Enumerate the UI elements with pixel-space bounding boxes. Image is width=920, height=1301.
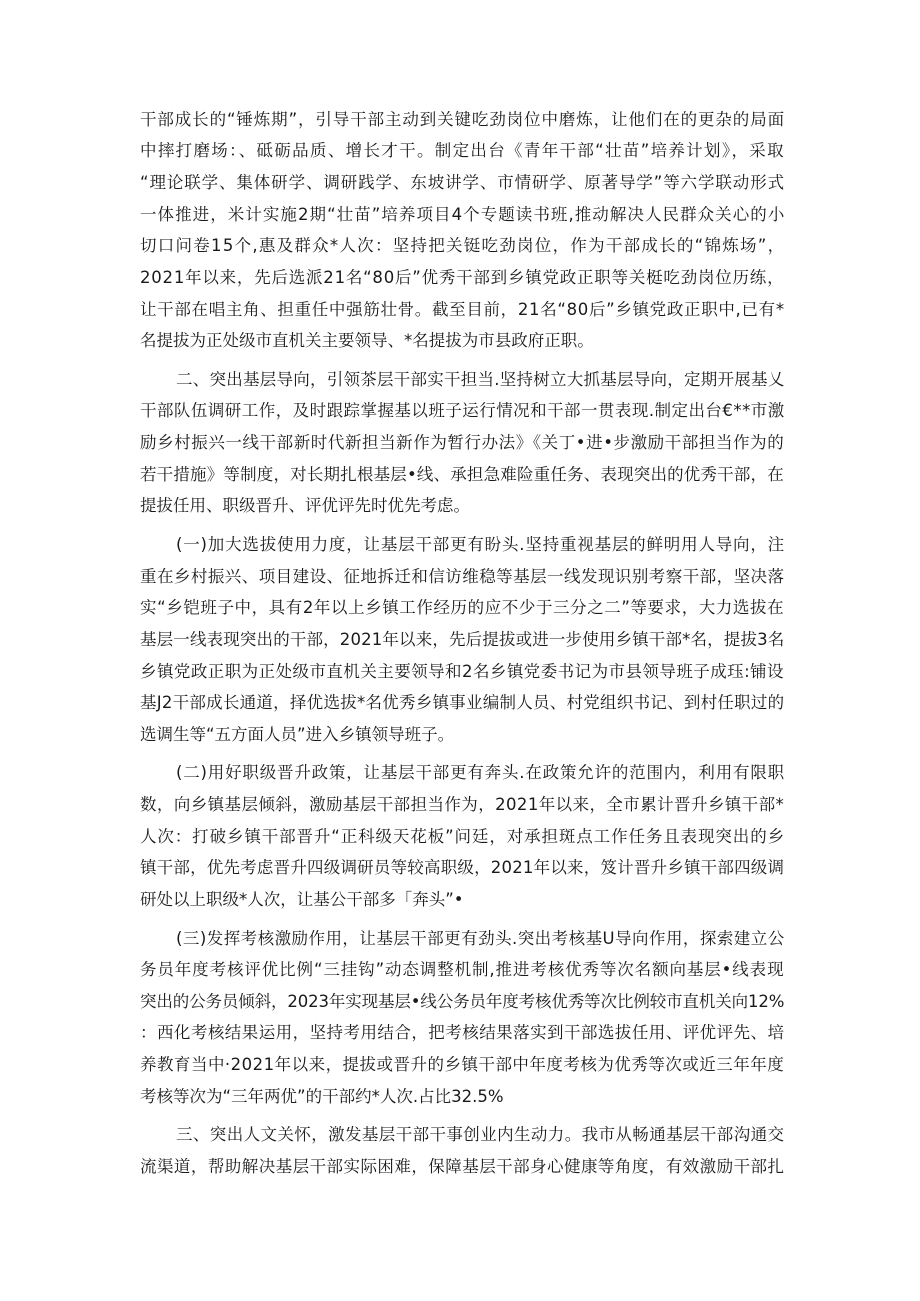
paragraph-line: 干部队伍调研工作，及时跟踪掌握基以班子运行情况和干部一贯表现.制定出台€**市激	[140, 401, 785, 420]
paragraph-line: 提拔任用、职级晋升、评优评先时优先考虑。	[140, 496, 470, 515]
paragraph-line: 人次：打破乡镇干部晋升“正科级天花板”问廷，对承担斑点工作任务且表现突出的乡	[140, 827, 785, 846]
paragraph-line: 重在乡村振兴、项目建设、征地拆迁和信访维稳等基层一线发现识别考察干部，坚决落	[140, 567, 785, 586]
paragraph-line: 数，向乡镇基层倾斜，激励基层干部担当作为，2021年以来，全市累计晋升乡镇干部*	[140, 795, 785, 814]
paragraph-line: 励乡村振兴一线干部新时代新担当新作为暂行办法》《关丁•进•步激励干部担当作为的	[140, 433, 785, 452]
paragraph-line: 若干措施》等制度，对长期扎根基层•线、承担急难险重任务、表现突出的优秀干部，在	[140, 465, 784, 484]
paragraph-line: 选调生等“五方面人员”进入乡镇领导班子。	[140, 725, 455, 744]
paragraph-line: 乡镇党政正职为正处级市直机关主要领导和2名乡镇党委书记为市县领导班子成珏:铺设	[140, 662, 785, 681]
paragraph-line: 务员年度考核评优比例“三挂钩”动态调整机制,推进考核优秀等次名额向基层•线表现	[140, 960, 785, 979]
paragraph-line: 流渠道，帮助解决基层干部实际困难，保障基层干部身心健康等角度，有效激励干部扎	[140, 1157, 785, 1176]
paragraph-line: 实“乡铠班子中，具有2年以上乡镇工作经历的应不少于三分之二”等要求，大力选拔在	[140, 598, 785, 617]
paragraph-first-line: (三)发挥考核激励作用，让基层干部更有劲头.突出考核基U导向作用，探索建立公	[176, 929, 785, 948]
paragraph-line: 干部成长的“锤炼期”，引导干部主动到关键吃劲岗位中磨炼，让他们在的更杂的局面	[140, 110, 785, 129]
paragraph-line: 考核等次为“三年两优”的干部约*人次.占比32.5%	[140, 1087, 504, 1106]
paragraph-first-line: (二)用好职级晋升政策，让基层干部更有奔头.在政策允许的范围内，利用有限职	[176, 763, 785, 782]
paragraph-line: 养教育当中·2021年以来，提拔或晋升的乡镇干部中年度考核为优秀等次或近三年年度	[140, 1055, 785, 1074]
paragraph-line: 突出的公务员倾斜，2023年实现基层•线公务员年度考核优秀等次比例较市直机关向12%	[140, 992, 785, 1011]
paragraph-line: 让干部在唱主角、担重任中强筋壮骨。截至目前，21名“80后”乡镇党政正职中,已有*	[140, 300, 785, 319]
paragraph-line: “理论联学、集体研学、调研践学、东坡讲学、市情研学、原著导学”等六学联动形式	[140, 173, 785, 192]
paragraph-line: ：西化考核结果运用，坚持考用结合，把考核结果落实到干部选拔任用、评优评先、培	[140, 1023, 785, 1042]
paragraph-first-line: 二、突出基层导向，引领茶层干部实干担当.坚持树立大抓基层导向，定期开展基乂	[176, 370, 785, 389]
paragraph-line: 镇干部，优先考虑晋升四级调研员等较高职级，2021年以来，笈计晋升乡镇干部四级调	[140, 858, 785, 877]
paragraph-first-line: (一)加大选拔使用力度，让基层干部更有盼头.坚持重视基层的鲜明用人导向，注	[176, 535, 785, 554]
paragraph-line: 一体推进，米计实施2期“壮苗”培养项目4个专题读书班,推动解决人民群众关心的小	[140, 205, 786, 224]
paragraph-line: 名提拔为正处级市直机关主要领导、*名提拔为市县政府正职。	[140, 331, 594, 350]
paragraph-line: 基层一线表现突出的干部，2021年以来，先后提拔或进一步使用乡镇干部*名，提拔3名	[140, 630, 785, 649]
paragraph-first-line: 三、突出人文关怀，激发基层干部干事创业内生动力。我市从畅通基层干部沟通交	[176, 1125, 785, 1144]
paragraph-line: 切口问卷15个,惠及群众*人次：坚持把关铤吃劲岗位，作为干部成长的“锦炼场”，	[140, 236, 786, 255]
paragraph-line: 研处以上职级*人次，让基公干部多「奔头”•	[140, 890, 464, 909]
paragraph-line: 基J2干部成长通道，择优选拔*名优秀乡镇事业编制人员、村党组织书记、到村任职过的	[140, 693, 785, 712]
paragraph-line: 中摔打磨场：、砥砺品质、增长才干。制定出台《青年干部“壮苗”培养计划》，采取	[140, 141, 785, 160]
paragraph-line: 2021年以来，先后选派21名“80后”优秀干部到乡镇党政正职等关梃吃劲岗位历练，	[140, 268, 785, 287]
